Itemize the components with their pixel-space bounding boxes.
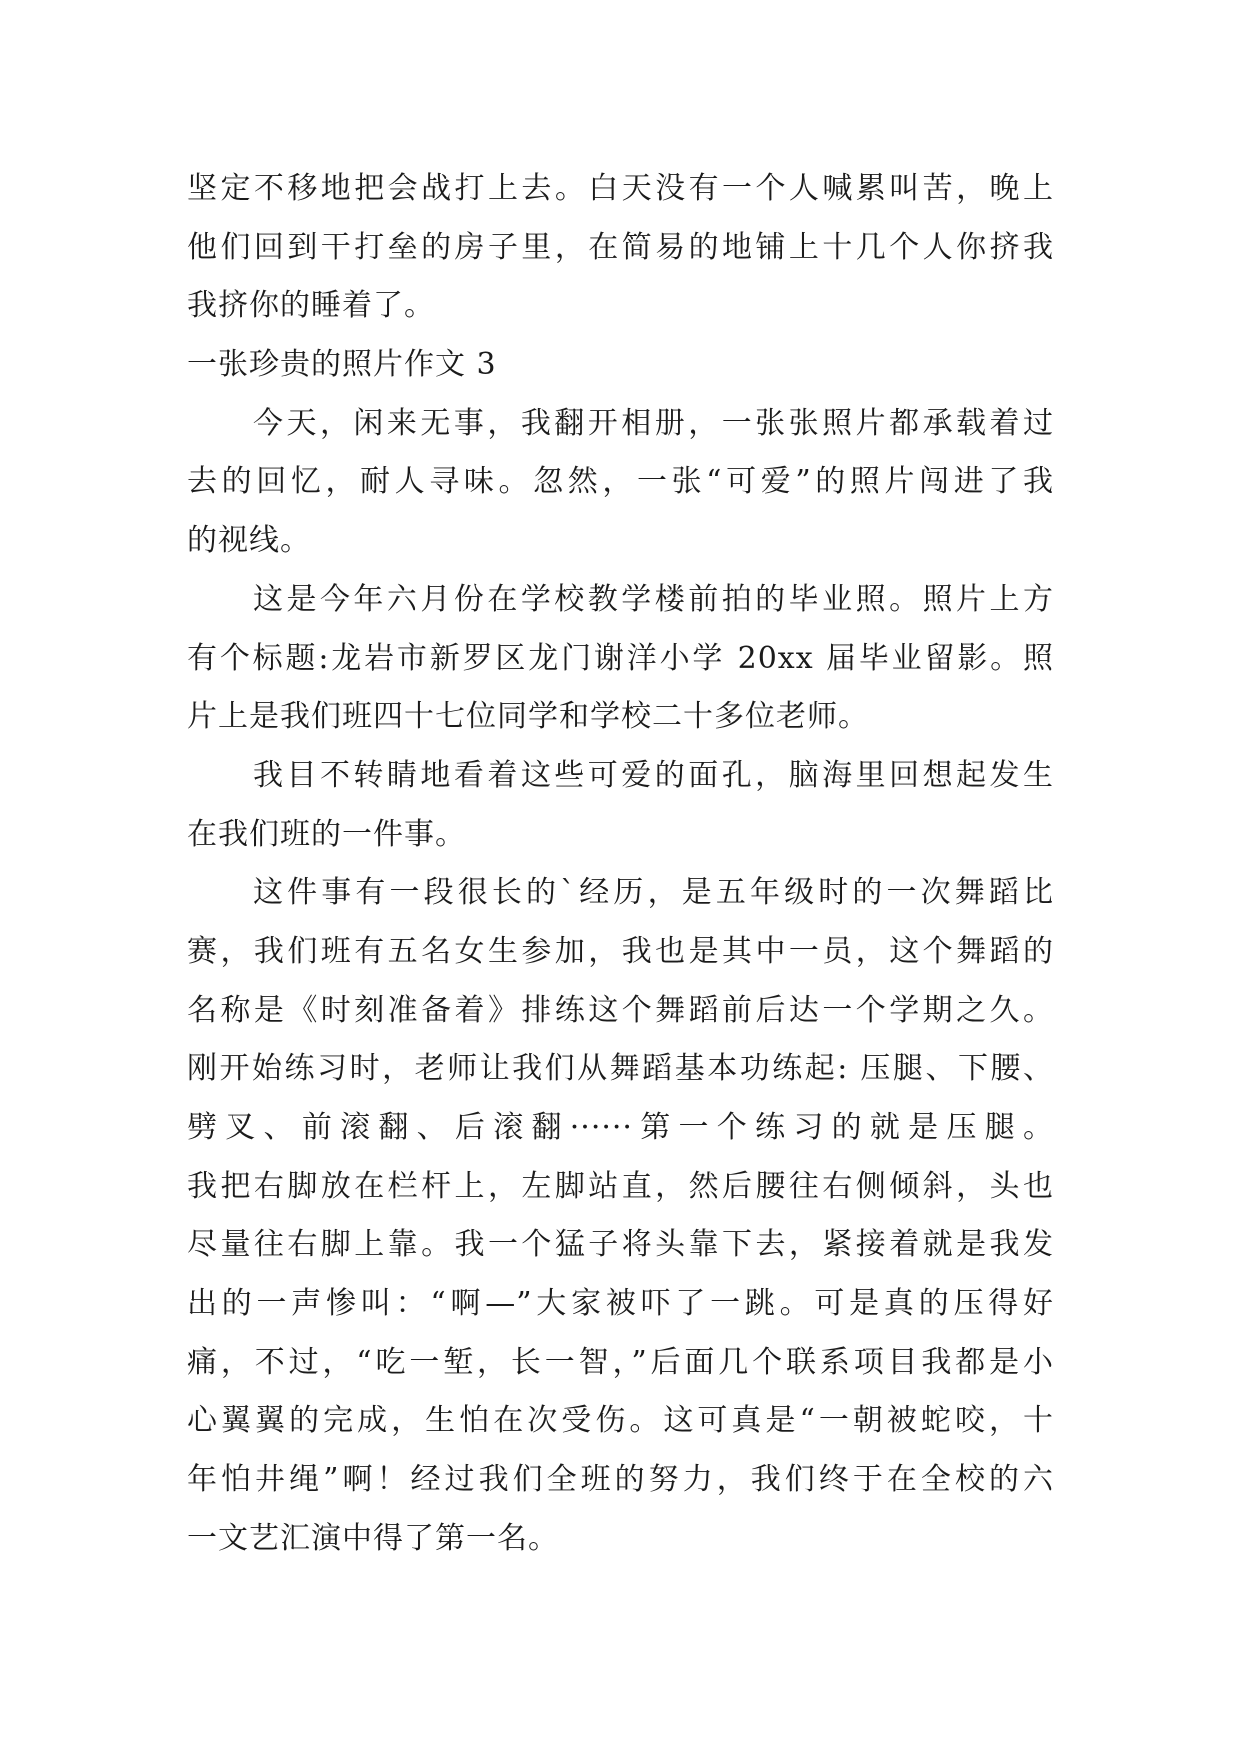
text-line: 在我们班的一件事。 [187,816,466,852]
text-line: 刚开始练习时，老师让我们从舞蹈基本功练起: 压腿、下腰、 [187,1051,1054,1087]
text-line: 名称是《时刻准备着》排练这个舞蹈前后达一个学期之久。 [187,992,1054,1028]
text-line: 我目不转睛地看着这些可爱的面孔，脑海里回想起发生 [253,757,1054,793]
text-line: 这是今年六月份在学校教学楼前拍的毕业照。照片上方 [253,581,1054,617]
text-line: 劈叉、前滚翻、后滚翻······第一个练习的就是压腿。 [187,1110,1054,1145]
paragraph-continuation [187,160,1054,336]
paragraph [187,747,1054,864]
text-line: 今天，闲来无事，我翻开相册，一张张照片都承载着过 [253,405,1054,441]
text-line: 的视线。 [187,523,311,559]
heading-text: 一张珍贵的照片作文 3 [187,347,497,383]
paragraph [187,395,1054,571]
text-line: 这件事有一段很长的`经历，是五年级时的一次舞蹈比 [253,875,1054,911]
paragraph [187,864,1054,1568]
text-line: 我挤你的睡着了。 [187,288,435,324]
text-line: 出的一声惨叫：“啊—”大家被吓了一跳。可是真的压得好 [187,1286,1054,1322]
text-line: 去的回忆，耐人寻味。忽然，一张“可爱”的照片闯进了我 [187,464,1054,500]
text-line: 心翼翼的完成，生怕在次受伤。这可真是“一朝被蛇咬，十 [187,1403,1054,1439]
text-line: 痛，不过，“吃一堑，长一智，”后面几个联系项目我都是小 [187,1344,1054,1380]
text-line: 尽量往右脚上靠。我一个猛子将头靠下去，紧接着就是我发 [187,1227,1054,1263]
text-line: 一文艺汇演中得了第一名。 [187,1520,559,1556]
document-page [187,160,1054,1569]
section-heading [187,336,1054,395]
text-line: 片上是我们班四十七位同学和学校二十多位老师。 [187,699,869,735]
text-line: 他们回到干打垒的房子里，在简易的地铺上十几个人你挤我 [187,229,1054,265]
text-line: 年怕井绳”啊！经过我们全班的努力，我们终于在全校的六 [187,1462,1054,1498]
paragraph [187,571,1054,747]
text-line: 赛，我们班有五名女生参加，我也是其中一员，这个舞蹈的 [187,933,1054,969]
text-line: 有个标题:龙岩市新罗区龙门谢洋小学 20xx 届毕业留影。照 [187,640,1054,676]
text-line: 坚定不移地把会战打上去。白天没有一个人喊累叫苦，晚上 [187,171,1054,206]
text-line: 我把右脚放在栏杆上，左脚站直，然后腰往右侧倾斜，头也 [187,1168,1054,1204]
